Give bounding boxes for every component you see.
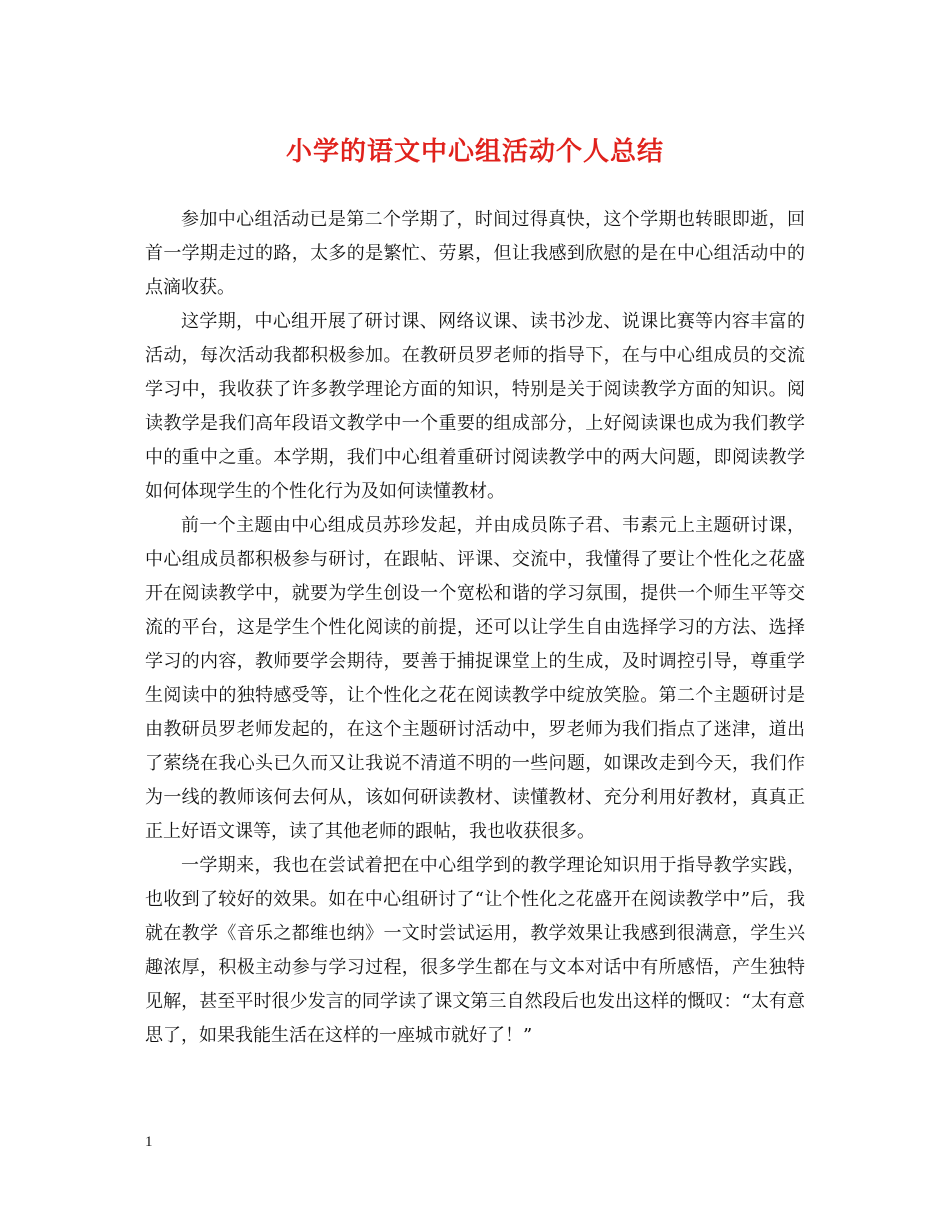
paragraph: 前一个主题由中心组成员苏珍发起，并由成员陈子君、韦素元上主题研讨课，中心组成员都积极参与研讨，在跟帖、评课、交流中，我懂得了要让个性化之花盛开在阅读教学中，就要为学生创设一个宽松和谐的学习氛围，提供一个师生平等交流的平台，这是学生个性化阅读的前提，还可以让学生自由选择学习的方法、选择学习的内容，教师要学会期待，要善于捕捉课堂上的生成，及时调控引导，尊重学生阅读中的独特感受等，让个性化之花在阅读教学中绽放笑脸。第二个主题研讨是由教研员罗老师发起的，在这个主题研讨活动中，罗老师为我们指点了迷津，道出了萦绕在我心头已久而又让我说不清道不明的一些问题，如课改走到今天，我们作为一线的教师该何去何从，该如何研读教材、读懂教材、充分利用好教材，真真正正上好语文课等，读了其他老师的跟帖，我也收获很多。	[145, 515, 805, 842]
paragraph: 一学期来，我也在尝试着把在中心组学到的教学理论知识用于指导教学实践，也收到了较好的效果。如在中心组研讨了“让个性化之花盛开在阅读教学中”后，我就在教学《音乐之都维也纳》一文时尝试运用，教学效果让我感到很满意，学生兴趣浓厚，积极主动参与学习过程，很多学生都在与文本对话中有所感悟，产生独特见解，甚至平时很少发言的同学读了课文第三自然段后也发出这样的慨叹：“太有意思了，如果我能生活在这样的一座城市就好了！”	[145, 855, 805, 1046]
paragraph: 这学期，中心组开展了研讨课、网络议课、读书沙龙、说课比赛等内容丰富的活动，每次活动我都积极参加。在教研员罗老师的指导下，在与中心组成员的交流学习中，我收获了许多教学理论方面的知识，特别是关于阅读教学方面的知识。阅读教学是我们高年段语文教学中一个重要的组成部分，上好阅读课也成为我们教学中的重中之重。本学期，我们中心组着重研讨阅读教学中的两大问题，即阅读教学如何体现学生的个性化行为及如何读懂教材。	[145, 311, 805, 502]
document-body	[145, 203, 805, 1053]
page-number: 1	[145, 1134, 153, 1150]
paragraph: 参加中心组活动已是第二个学期了，时间过得真快，这个学期也转眼即逝，回首一学期走过的路，太多的是繁忙、劳累，但让我感到欣慰的是在中心组活动中的点滴收获。	[145, 209, 805, 298]
document-title: 小学的语文中心组活动个人总结	[285, 137, 664, 167]
